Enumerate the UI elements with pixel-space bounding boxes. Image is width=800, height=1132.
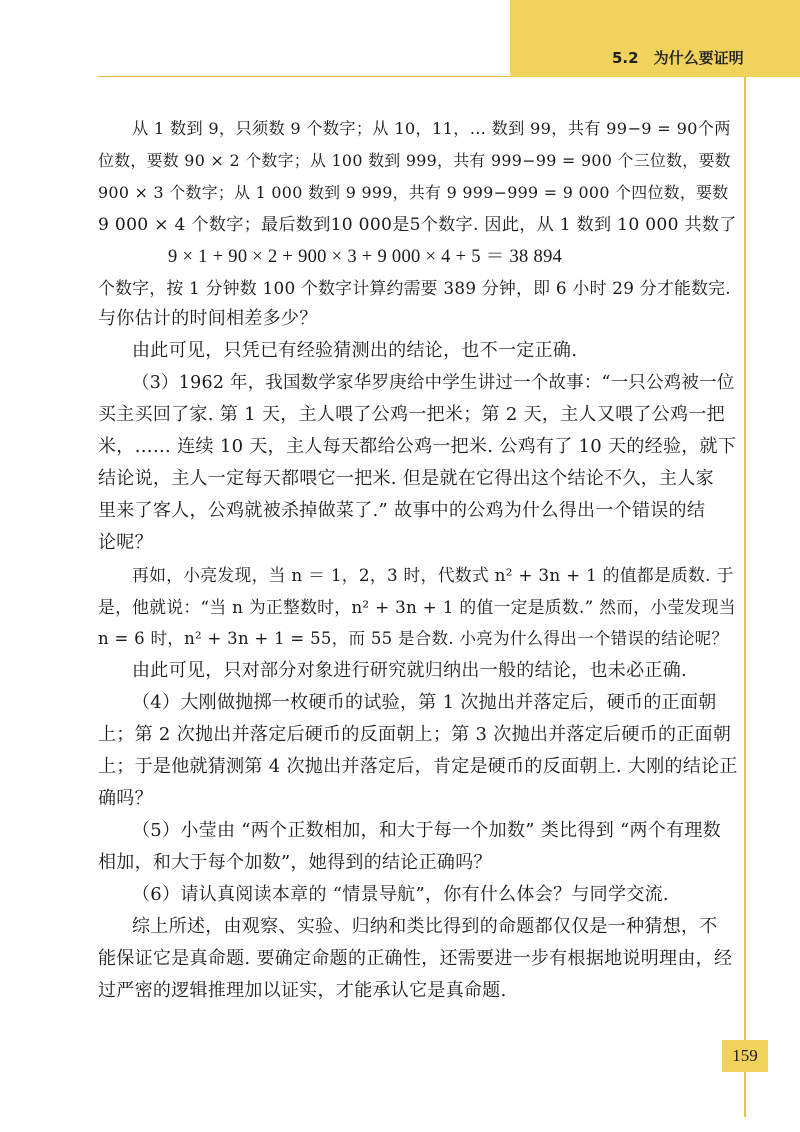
text-line: （3）1962 年，我国数学家华罗庚给中学生讲过一个故事：“一只公鸡被一位 — [132, 373, 735, 393]
text-line: 9 000 × 4 个数字；最后数到10 000是5个数字. 因此，从 1 数到 10 000 共数了 — [98, 215, 737, 235]
text-line: 与你估计的时间相差多少？ — [98, 308, 318, 329]
text-line: 买主买回了家. 第 1 天，主人喂了公鸡一把米；第 2 天，主人又喂了公鸡一把 — [98, 404, 725, 425]
text-line: 位数，要数 90 × 2 个数字；从 100 数到 999，共有 999−99 = 900 个三位数，要数 — [98, 151, 731, 170]
text-line: 结论说，主人一定每天都喂它一把米. 但是就在它得出这个结论不久，主人家 — [98, 468, 714, 489]
text-line: （5）小莹由 “两个正数相加，和大于每一个加数” 类比得到 “两个有理数 — [132, 820, 722, 841]
text-line: 米，…… 连续 10 天，主人每天都给公鸡一把米. 公鸡有了 10 天的经验，就下 — [98, 436, 737, 457]
text-line: 上；于是他就猜测第 4 次抛出并落定后，肯定是硬币的反面朝上. 大刚的结论正 — [98, 756, 738, 777]
text-line: 再如，小亮发现，当 n ＝ 1，2，3 时，代数式 n² + 3n + 1 的值都是质数. 于 — [132, 565, 734, 585]
text-line: （4）大刚做抛掷一枚硬币的试验，第 1 次抛出并落定后，硬币的正面朝 — [132, 692, 717, 713]
text-line: 上；第 2 次抛出并落定后硬币的反面朝上；第 3 次抛出并落定后硬币的正面朝 — [98, 724, 732, 745]
text-line: 里来了客人，公鸡就被杀掉做菜了.” 故事中的公鸡为什么得出一个错误的结 — [98, 500, 706, 521]
page-number: 159 — [722, 1040, 768, 1072]
side-rule — [744, 77, 746, 1117]
text-line: 能保证它是真命题. 要确定命题的正确性，还需要进一步有根据地说明理由，经 — [98, 948, 733, 969]
text-line: 900 × 3 个数字；从 1 000 数到 9 999，共有 9 999−999 = 9 000 个四位数，要数 — [98, 183, 729, 202]
text-line: 确吗？ — [98, 788, 153, 809]
text-line: 从 1 数到 9，只须数 9 个数字；从 10，11，… 数到 99，共有 99−9 = 90个两 — [132, 119, 731, 138]
section-title: 5.2 为什么要证明 — [612, 49, 744, 67]
text-line: 由此可见，只对部分对象进行研究就归纳出一般的结论，也未必正确. — [132, 660, 688, 681]
text-line: 个数字，按 1 分钟数 100 个数字计算约需要 389 分钟，即 6 小时 29 分才能数完. — [98, 278, 731, 298]
header-rule — [98, 76, 510, 77]
text-line: 综上所述，由观察、实验、归纳和类比得到的命题都仅仅是一种猜想，不 — [132, 916, 718, 937]
text-line: 过严密的逻辑推理加以证实，才能承认它是真命题. — [98, 980, 507, 1001]
text-line: 是，他就说：“当 n 为正整数时，n² + 3n + 1 的值一定是质数.” 然而，小莹发现当 — [98, 597, 736, 617]
formula-line: 9 × 1 + 90 × 2 + 900 × 3 + 9 000 × 4 + 5 ＝ 38 894 — [168, 247, 563, 267]
text-line: 论呢？ — [98, 532, 153, 553]
text-line: n = 6 时，n² + 3n + 1 = 55，而 55 是合数. 小亮为什么得出一个错误的结论呢？ — [98, 629, 729, 648]
text-line: （6）请认真阅读本章的 “情景导航”，你有什么体会？与同学交流. — [132, 884, 669, 905]
text-line: 由此可见，只凭已有经验猜测出的结论，也不一定正确. — [132, 340, 578, 361]
text-line: 相加，和大于每个加数”，她得到的结论正确吗？ — [98, 852, 492, 873]
